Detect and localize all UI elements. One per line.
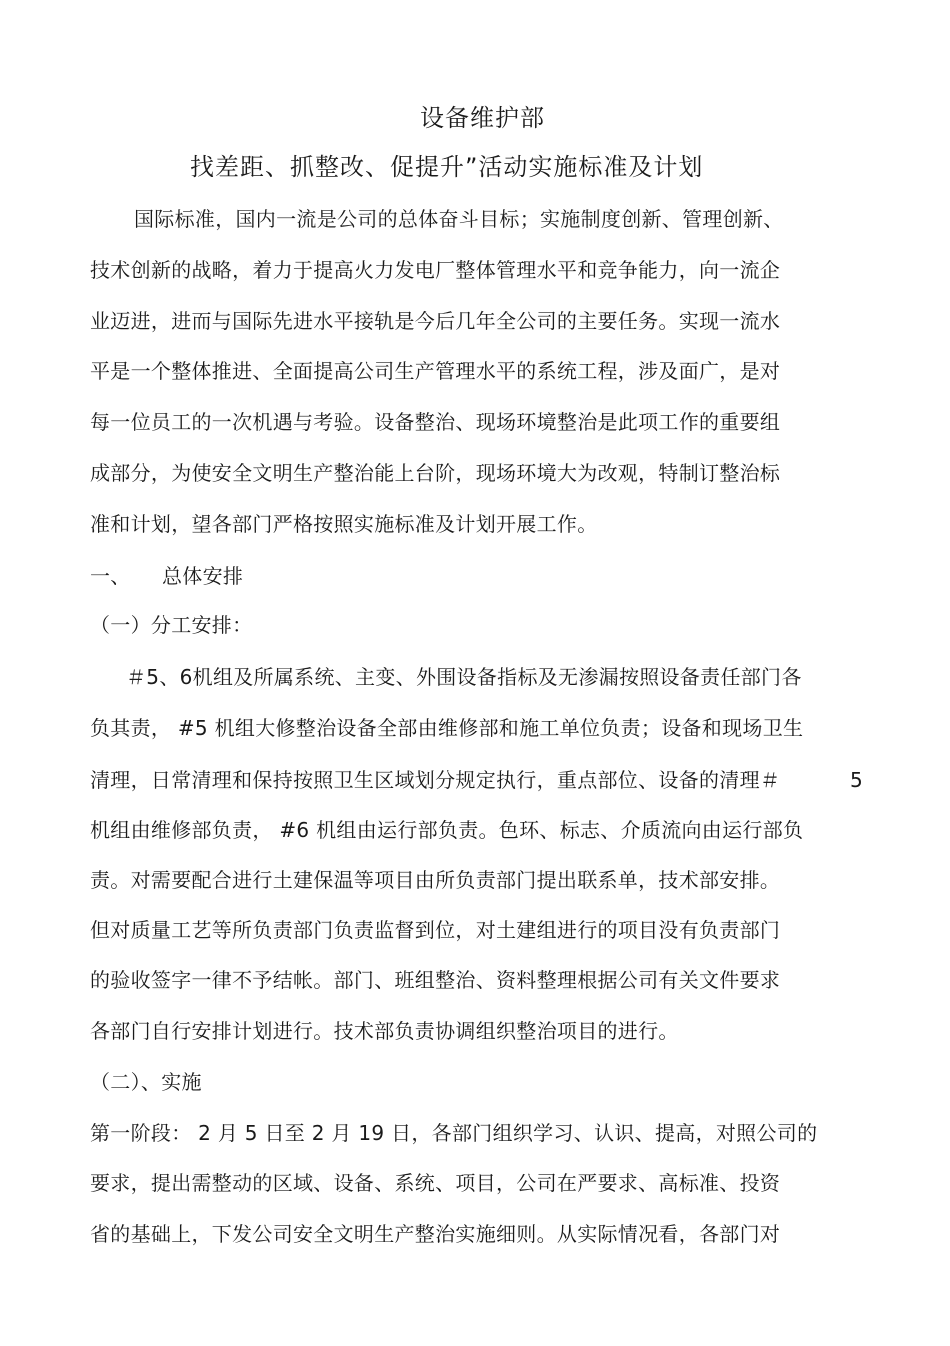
body-line-3-number: 5 [850, 768, 864, 792]
body-line-7: 的验收签字一律不予结帐。部门、班组整治、资料整理根据公司有关文件要求 [90, 968, 781, 992]
stage-line-1: 第一阶段： 2 月 5 日至 2 月 19 日，各部门组织学习、认识、提高，对照公司的 [90, 1121, 818, 1145]
body-line-8: 各部门自行安排计划进行。技术部负责协调组织整治项目的进行。 [90, 1019, 679, 1043]
intro-line-3: 业迈进，进而与国际先进水平接轨是今后几年全公司的主要任务。实现一流水 [90, 309, 781, 333]
body-line-4: 机组由维修部负责， #6 机组由运行部负责。色环、标志、介质流向由运行部负 [90, 818, 804, 842]
section-number: 一、 [90, 564, 131, 588]
section-heading: 总体安排 [162, 564, 244, 588]
intro-line-1: 国际标准，国内一流是公司的总体奋斗目标；实施制度创新、管理创新、 [134, 207, 784, 231]
document-title: 设备维护部 [420, 104, 545, 132]
body-line-1: ＃5、6机组及所属系统、主变、外围设备指标及无渗漏按照设备责任部门各 [126, 665, 802, 689]
intro-line-7: 准和计划，望各部门严格按照实施标准及计划开展工作。 [90, 512, 598, 536]
body-line-2: 负其责， #5 机组大修整治设备全部由维修部和施工单位负责；设备和现场卫生 [90, 716, 804, 740]
intro-line-6: 成部分，为使安全文明生产整治能上台阶，现场环境大为改观，特制订整治标 [90, 461, 781, 485]
subsection-heading-1: （一）分工安排： [90, 613, 253, 637]
body-line-5: 责。对需要配合进行土建保温等项目由所负责部门提出联系单，技术部安排。 [90, 868, 781, 892]
intro-line-5: 每一位员工的一次机遇与考验。设备整治、现场环境整治是此项工作的重要组 [90, 410, 781, 434]
intro-line-4: 平是一个整体推进、全面提高公司生产管理水平的系统工程，涉及面广，是对 [90, 359, 781, 383]
subsection-heading-2: （二）、实施 [90, 1070, 202, 1094]
intro-line-2: 技术创新的战略，着力于提高火力发电厂整体管理水平和竞争能力，向一流企 [90, 258, 781, 282]
stage-line-2: 要求，提出需整动的区域、设备、系统、项目，公司在严要求、高标准、投资 [90, 1171, 781, 1195]
body-line-6: 但对质量工艺等所负责部门负责监督到位，对土建组进行的项目没有负责部门 [90, 918, 781, 942]
document-subtitle: 找差距、抓整改、促提升”活动实施标准及计划 [190, 153, 704, 181]
body-line-3: 清理，日常清理和保持按照卫生区域划分规定执行，重点部位、设备的清理＃ [90, 768, 781, 792]
stage-line-3: 省的基础上，下发公司安全文明生产整治实施细则。从实际情况看，各部门对 [90, 1222, 781, 1246]
